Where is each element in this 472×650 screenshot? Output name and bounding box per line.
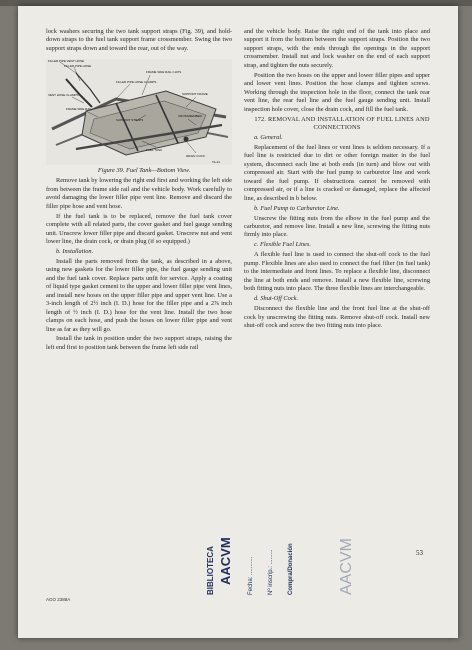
callout-frame-rail-clips: FRAME SIDE RAIL CLIPS — [146, 70, 182, 75]
figure-code: TA-21 — [212, 160, 220, 165]
left-paragraph-1: lock washers securing the two tank support straps (Fig. 39), and hold-down straps to the fuel tank support frame crossmember. Swing the two support straps down and toward the rear, out of the way. — [46, 28, 232, 52]
callout-hose-clamps: FILLER PIPE HOSE CLAMPS — [116, 80, 157, 85]
fuel-tank-figure — [46, 59, 232, 165]
subheading-installation: b. Installation. — [56, 247, 94, 255]
left-paragraph-2: Remove tank by lowering the right end first and working the left side from between the frame side rail and the vehicle body. Work carefully to avoid damaging the lower filler pipe vent line. Remove and discard the filler pipe hose and vent hose. — [46, 177, 232, 210]
left-paragraph-3: If the fuel tank is to be replaced, remove the fuel tank cover complete with all related parts, the cover gasket and fuel gauge sending unit. Unscrew lower filler pipe and discard gasket. Unscrew nut and vent lower line, the drain cock, or drain plug (if so equipped.) — [46, 212, 232, 245]
library-stamp — [204, 521, 380, 597]
right-paragraph-5: A flexible fuel line is used to connect the shut-off cock to the fuel pump. Flexible lines are also used to connect the fuel filter (in fuel tank) to the intermediate and front lines. To replace a flexible line, disconnect the line at both ends and remove. Install a new flexible line, screwing both fitting nuts into place. The three flexible lines are interchangeable. — [244, 251, 430, 293]
callout-support-straps: SUPPORT STRAPS — [116, 118, 144, 123]
callout-vent-hose-clamps: VENT HOSE CLAMPS — [48, 93, 79, 98]
right-paragraph-3: Replacement of the fuel lines or vent lines is seldom necessary. If a fuel line is restricted due to dirt or other foreign matter in the fuel system, disconnect each line at both ends (in turn) and blow out with compressed air. Start with the fuel pump to carburetor line and work toward the fuel pump. If obstructions cannot be removed with compressed air, or if a line is cracked or damaged, replace the affected line, as described in b below. — [244, 143, 430, 202]
subheading-fuel-pump-line: b. Fuel Pump to Carburetor Line. — [254, 204, 340, 212]
subheading-shut-off-cock: d. Shut-Off Cock. — [254, 295, 299, 303]
book-page — [18, 6, 458, 638]
right-paragraph-2: Position the two hoses on the upper and lower filler pipes and upper and lower vent lines. Position the hose clamps and tighten screws. Working through the inspection hole in the floor, connect the tank rear vent line, the rear fuel line and the fuel gauge sending unit. Install inspection hole cover, close the drain cock, and fill the fuel tank. — [244, 71, 430, 113]
figure-caption: Figure 39. Fuel Tank—Bottom View. — [97, 167, 191, 175]
callout-drain-cock: DRAIN COCK — [186, 154, 205, 159]
stamp-biblioteca: BIBLIOTECA — [206, 546, 215, 595]
subheading-flexible-lines: c. Flexible Fuel Lines. — [254, 241, 311, 249]
right-paragraph-6: Disconnect the flexible line and the front fuel line at the shut-off cock by unscrewing the fitting nuts. Remove shut-off cock. Install new shut-off cock and screw the two fitting nuts into place. — [244, 305, 430, 329]
stamp-inscripcion: Nº inscrip.: ......... — [268, 549, 274, 595]
callout-filler-vent-hose: FILLER PIPE VENT HOSE — [48, 59, 84, 64]
page-number: 53 — [416, 549, 423, 557]
stamp-compra-donacion: Compra/Donación — [288, 543, 294, 595]
stamp-fecha: Fecha: ........... — [248, 556, 254, 595]
callout-crossmember: CROSSMEMBER — [178, 114, 202, 119]
fuel-tank-illustration — [46, 59, 232, 165]
callout-support-frame: SUPPORT FRAME — [182, 92, 208, 97]
callout-fuel-tank: FUEL TANK — [146, 148, 163, 153]
left-paragraph-5: Install the tank in position under the two support straps, raising the left end first to position tank between the frame left side rail — [46, 335, 232, 351]
stamp-watermark: AACVM — [338, 538, 355, 595]
callout-frame-side-rail: FRAME SIDE RAIL — [66, 107, 92, 112]
right-paragraph-4: Unscrew the fitting nuts from the elbow in the fuel pump and the carburetor, and remove line. Install a new line, screwing the fitting nuts firmly into place. — [244, 214, 430, 239]
stamp-aacvm: AACVM — [218, 537, 233, 585]
left-column — [46, 28, 232, 354]
callout-filler-pipe-hose: FILLER PIPE HOSE — [64, 64, 92, 69]
document-code: AGO 2388A — [46, 597, 71, 602]
subheading-general: a. General. — [254, 133, 283, 141]
left-paragraph-4: Install the parts removed from the tank, as described in a above, using new gaskets for the lower filler pipe, the fuel gauge sending unit and the fuel tank cover. Replace parts unfit for service. Apply a coating of liquid type gasket cement to the upper and lower filler pipe vent lines, and install new hoses on the upper filler pipe and upper vent line. Use a 3-inch length of 2½ inch (I. D.) hose for the filler pipe and a 2⅞ inch length of ½ inch (I. D.) hose for the vent line. Install the two hose clamps on each hose, and push the hoses on lower filler pipe and vent line as far as they will go. — [46, 257, 232, 333]
section-heading-172: 172. REMOVAL AND INSTALLATION OF FUEL LINES AND CONNECTIONS — [254, 115, 430, 131]
right-column — [244, 28, 430, 332]
right-paragraph-1: and the vehicle body. Raise the right end of the tank into place and support it from the bottom between the support straps. Position the two support straps, with the ends through the openings in the support crossmember. Install nut and lock washer on the end of each support strap, and tighten the nuts securely. — [244, 28, 430, 69]
